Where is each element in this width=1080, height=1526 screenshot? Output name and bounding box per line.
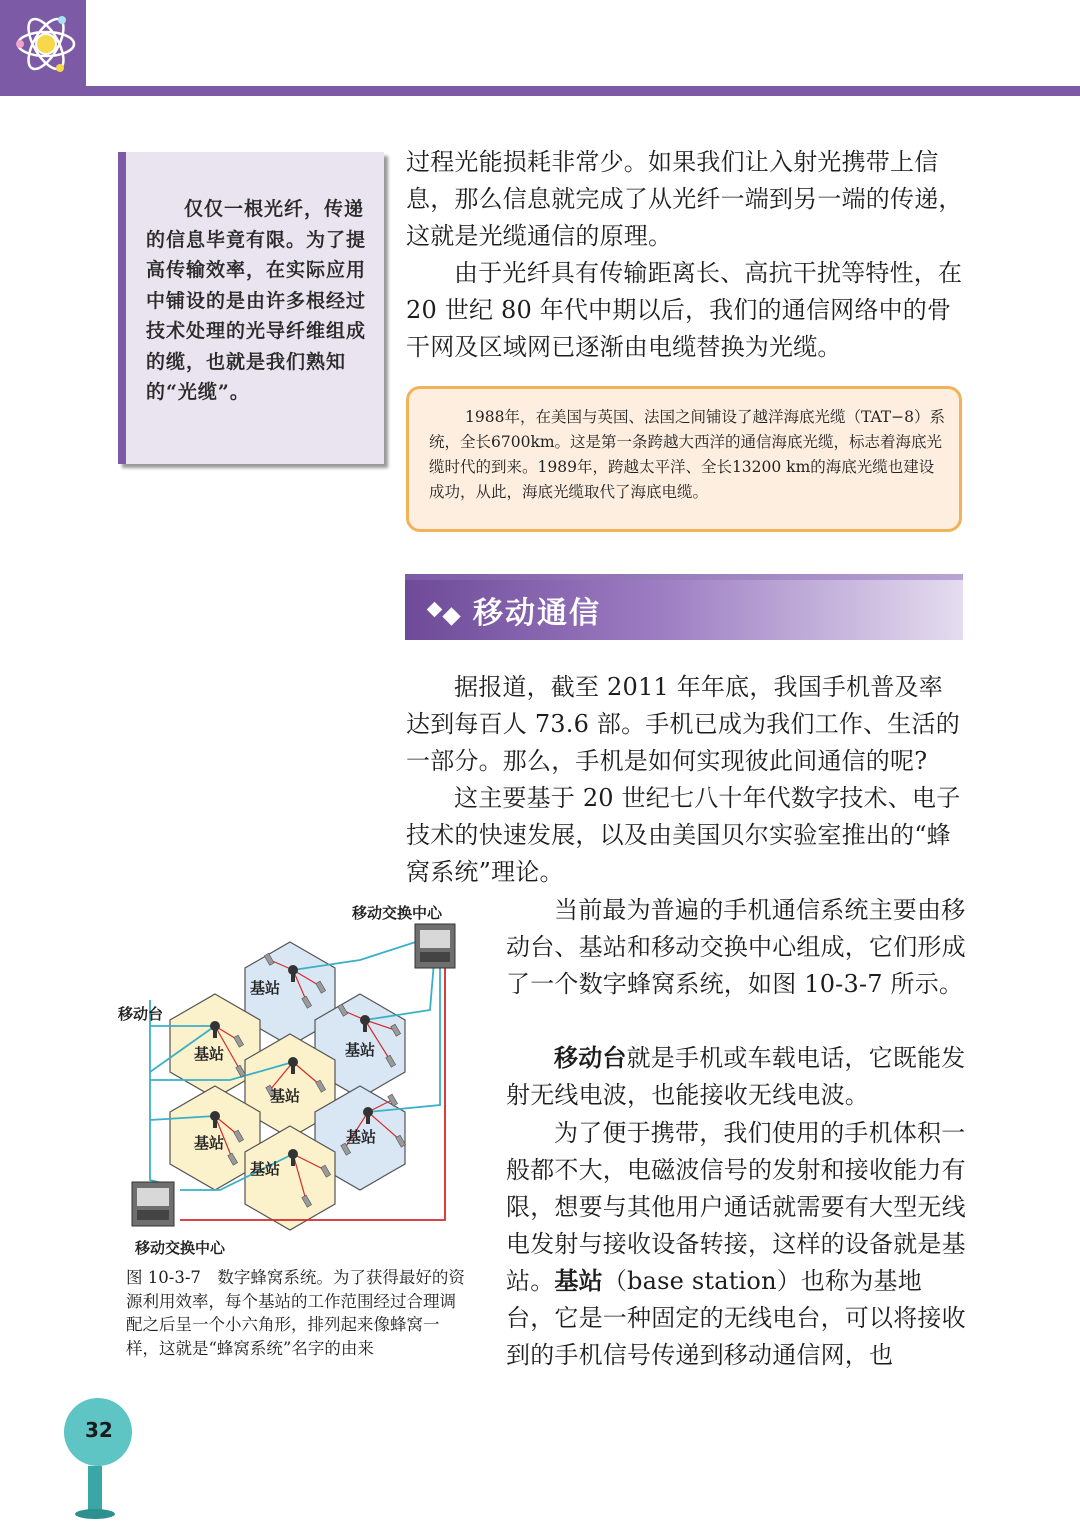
page-header <box>0 0 1080 96</box>
page-number: 32 <box>85 1418 113 1442</box>
cellular-network-diagram <box>110 890 470 1260</box>
paragraph-system-components: 当前最为普遍的手机通信系统主要由移动台、基站和移动交换中心组成，它们形成了一个数字蜂窝系统，如图 10-3-7 所示。 <box>506 896 966 998</box>
label-base-station: 基站 <box>345 1041 376 1059</box>
paragraph-fiber-features: 由于光纤具有传输距离长、高抗干扰等特性，在20 世纪 80 年代中期以后，我们的通信网络中的骨干网及区域网已逐渐由电缆替换为光缆。 <box>406 259 963 361</box>
diamond-icon <box>427 602 443 618</box>
section-heading-rule <box>405 574 963 580</box>
label-base-station: 基站 <box>346 1128 377 1146</box>
header-rule <box>86 86 1080 96</box>
label-mobile-station: 移动台 <box>118 1005 164 1023</box>
label-base-station: 基站 <box>250 979 281 997</box>
paragraph-mobile-stats: 据报道，截至 2011 年年底，我国手机普及率达到每百人 73.6 部。手机已成为我们工作、生活的一部分。那么，手机是如何实现彼此间通信的呢? <box>406 673 960 775</box>
atom-logo-icon <box>0 0 86 86</box>
paragraph-base-station <box>506 1115 966 1374</box>
label-base-station: 基站 <box>194 1045 225 1063</box>
term-base-station: 基站 <box>554 1267 603 1295</box>
mobile-station-definition: 就是手机或车载电话，它既能发射无线电波，也能接收无线电波。 <box>506 1044 966 1109</box>
satellite-dish-icon <box>58 1396 138 1520</box>
paragraph-cellular-theory: 这主要基于 20 世纪七八十年代数字技术、电子技术的快速发展，以及由美国贝尔实验室推出的“蜂窝系统”理论。 <box>406 784 961 886</box>
label-msc-bottom: 移动交换中心 <box>135 1239 226 1257</box>
paragraph-fiber-principle: 过程光能损耗非常少。如果我们让入射光携带上信息，那么信息就完成了从光纤一端到另一端的传递，这就是光缆通信的原理。 <box>406 148 963 250</box>
info-box-text: 1988年，在美国与英国、法国之间铺设了越洋海底光缆（TAT−8）系统，全长6700km。这是第一条跨越大西洋的通信海底光缆，标志着海底光缆时代的到来。1989年，跨越太平洋、全长13200 km的海底光缆也建设成功，从此，海底光缆取代了海底电缆。 <box>429 408 945 501</box>
info-box-submarine-cable <box>406 386 962 532</box>
label-base-station: 基站 <box>250 1160 281 1178</box>
figure-caption: 图 10-3-7 数字蜂窝系统。为了获得最好的资源利用效率，每个基站的工作范围经过合理调配之后呈一个小六角形，排列起来像蜂窝一样，这就是“蜂窝系统”名字的由来 <box>126 1268 465 1358</box>
header-emblem-block <box>0 0 86 96</box>
switching-center-icon <box>132 1182 174 1226</box>
label-msc-top: 移动交换中心 <box>352 904 443 922</box>
paragraph-mobile-station <box>506 1040 966 1114</box>
section-title: 移动通信 <box>473 596 601 631</box>
side-note-text: 仅仅一根光纤，传递的信息毕竟有限。为了提高传输效率，在实际应用中铺设的是由许多根经过技术处理的光导纤维组成的缆，也就是我们熟知的“光缆”。 <box>146 198 367 403</box>
term-mobile-station: 移动台 <box>554 1044 627 1072</box>
label-base-station: 基站 <box>270 1087 301 1105</box>
side-note-box <box>118 152 384 464</box>
diamond-icon <box>442 607 460 625</box>
base-station-definition: （base station）也称为基地台，它是一种固定的无线电台，可以将接收到的手机信号传递到移动通信网，也 <box>506 1267 966 1369</box>
switching-center-icon <box>415 924 455 968</box>
section-heading <box>405 574 963 640</box>
base-station-intro: 为了便于携带，我们使用的手机体积一般都不大，电磁波信号的发射和接收能力有限，想要与其他用户通话就需要有大型无线电发射与接收设备转接，这样的设备就是基站。 <box>506 1119 966 1295</box>
label-base-station: 基站 <box>194 1134 225 1152</box>
